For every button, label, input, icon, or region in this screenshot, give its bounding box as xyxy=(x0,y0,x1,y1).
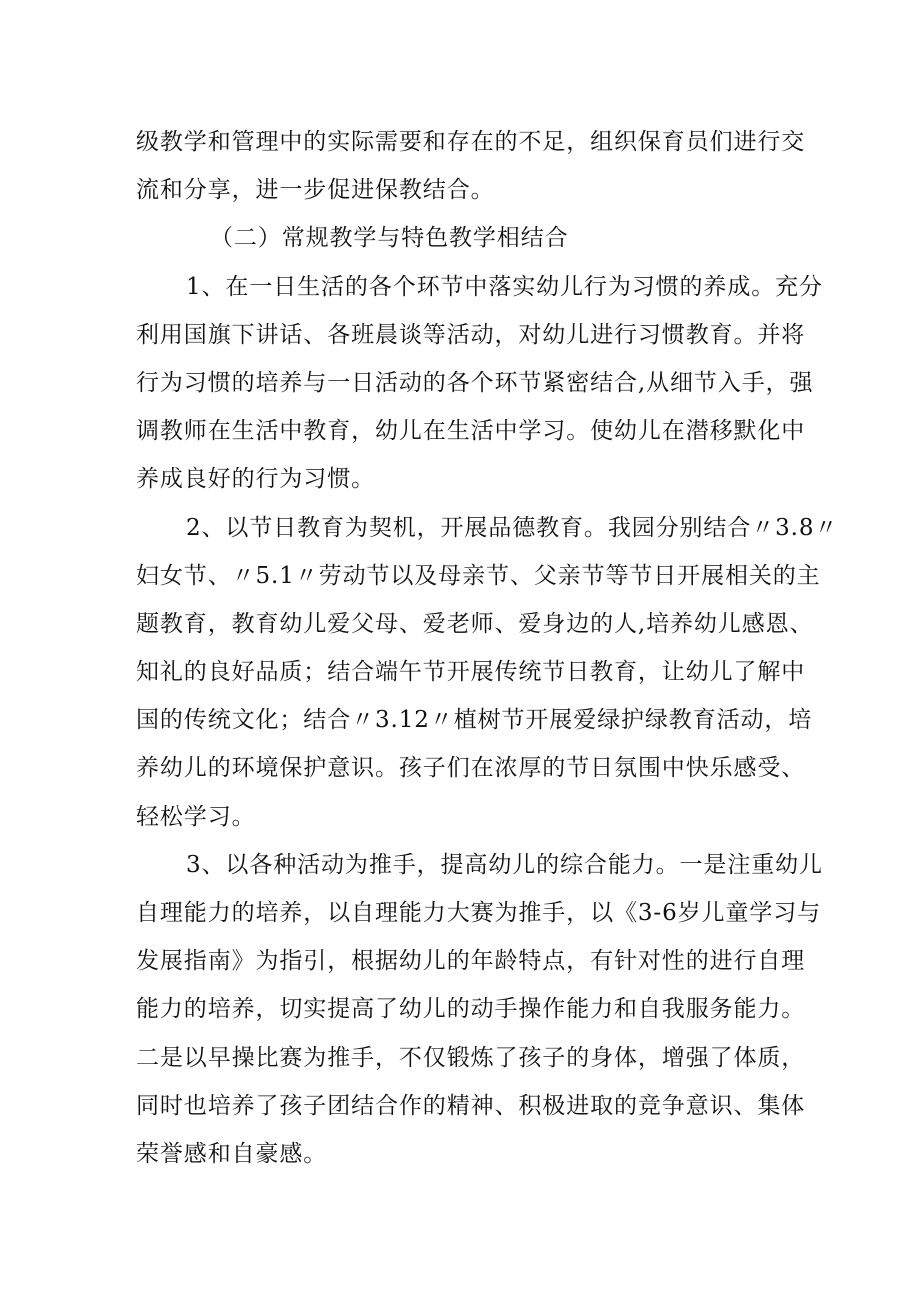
text-line: 题教育，教育幼儿爱父母、爱老师、爱身边的人,培养幼儿感恩、 xyxy=(136,610,814,637)
text-line: 知礼的良好品质；结合端午节开展传统节日教育，让幼儿了解中 xyxy=(136,659,806,686)
text-line: 同时也培养了孩子团结合作的精神、积极进取的竞争意识、集体 xyxy=(136,1092,806,1119)
text-line: 养成良好的行为习惯。 xyxy=(136,466,375,493)
text-line: 调教师在生活中教育，幼儿在生活中学习。使幼儿在潜移默化中 xyxy=(136,418,806,445)
text-line: 荣誉感和自豪感。 xyxy=(136,1140,328,1167)
text-line: 轻松学习。 xyxy=(136,803,256,830)
text-line: 流和分享，进一步促进保教结合。 xyxy=(136,177,495,204)
text-line: 行为习惯的培养与一日活动的各个环节紧密结合,从细节入手，强 xyxy=(136,369,814,396)
text-line: 二是以早操比赛为推手，不仅锻炼了孩子的身体，增强了体质， xyxy=(136,1044,806,1071)
text-line: 妇女节、〃5.1〃劳动节以及母亲节、父亲节等节日开展相关的主 xyxy=(136,562,821,589)
text-line: 能力的培养，切实提高了幼儿的动手操作能力和自我服务能力。 xyxy=(136,996,806,1023)
text-line: 利用国旗下讲话、各班晨谈等活动，对幼儿进行习惯教育。并将 xyxy=(136,321,806,348)
paragraph-start-line: 1、在一日生活的各个环节中落实幼儿行为习惯的养成。充分 xyxy=(186,273,823,300)
paragraph-start-line: 3、以各种活动为推手，提高幼儿的综合能力。一是注重幼儿 xyxy=(186,851,823,878)
text-line: 国的传统文化；结合〃3.12〃植树节开展爱绿护绿教育活动，培 xyxy=(136,707,813,734)
section-heading: （二）常规教学与特色教学相结合 xyxy=(210,225,569,252)
text-line: 养幼儿的环境保护意识。孩子们在浓厚的节日氛围中快乐感受、 xyxy=(136,755,806,782)
document-body xyxy=(136,118,839,1178)
text-line: 发展指南》为指引，根据幼儿的年龄特点，有针对性的进行自理 xyxy=(136,948,806,975)
text-line: 自理能力的培养，以自理能力大赛为推手，以《3-6岁儿童学习与 xyxy=(136,900,822,926)
paragraph-start-line: 2、以节日教育为契机，开展品德教育。我园分别结合〃3.8〃 xyxy=(186,514,839,541)
text-line: 级教学和管理中的实际需要和存在的不足，组织保育员们进行交 xyxy=(136,129,806,155)
